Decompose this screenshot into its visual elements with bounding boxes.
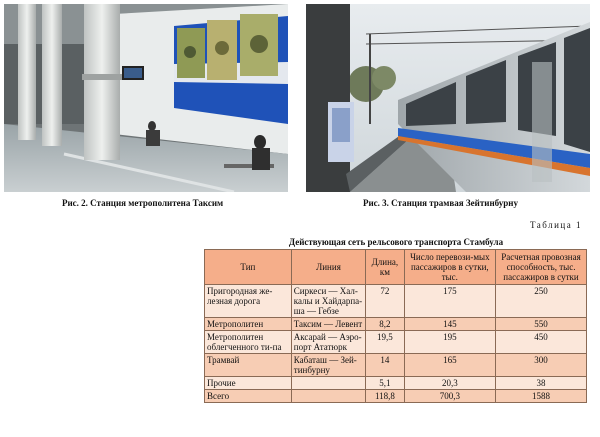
figure-caption-tram: Рис. 3. Станция трамвая Зейтинбурну — [363, 198, 518, 208]
cell-capacity: 38 — [496, 377, 587, 390]
table-row — [205, 377, 587, 390]
header-passengers: Число перевози-мых пассажиров в сутки, тыс. — [404, 250, 495, 285]
cell-type: Прочие — [205, 377, 292, 390]
cell-passengers: 165 — [404, 354, 495, 377]
cell-capacity: 450 — [496, 331, 587, 354]
table-row — [205, 318, 587, 331]
table-row — [205, 285, 587, 318]
cell-capacity: 300 — [496, 354, 587, 377]
header-length: Длина, км — [366, 250, 404, 285]
cell-length: 5,1 — [366, 377, 404, 390]
cell-length: 72 — [366, 285, 404, 318]
table-row — [205, 331, 587, 354]
cell-length: 14 — [366, 354, 404, 377]
cell-line: Таксим — Левент — [291, 318, 365, 331]
cell-line: Сиркеси — Хал-калы и Хайдарпа-ша — Гебзе — [291, 285, 365, 318]
cell-line: Кабаташ — Зей-тинбурну — [291, 354, 365, 377]
cell-passengers: 20,3 — [404, 377, 495, 390]
cell-capacity: 250 — [496, 285, 587, 318]
metro-station-photo — [4, 4, 288, 192]
cell-length: 19,5 — [366, 331, 404, 354]
cell-type: Метрополитен — [205, 318, 292, 331]
cell-type: Всего — [205, 390, 292, 403]
cell-line: Аксарай — Аэро-порт Ататюрк — [291, 331, 365, 354]
rail-network-table — [204, 249, 587, 403]
table-row — [205, 354, 587, 377]
table-number: Таблица 1 — [530, 220, 582, 230]
table-title: Действующая сеть рельсового транспорта Стамбула — [288, 237, 504, 247]
header-type: Тип — [205, 250, 292, 285]
cell-type: Пригородная же-лезная дорога — [205, 285, 292, 318]
figure-caption-metro: Рис. 2. Станция метрополитена Таксим — [62, 198, 224, 208]
cell-passengers: 700,3 — [404, 390, 495, 403]
cell-type: Трамвай — [205, 354, 292, 377]
cell-capacity: 1588 — [496, 390, 587, 403]
table-header-row — [205, 250, 587, 285]
cell-capacity: 550 — [496, 318, 587, 331]
table-row-total — [205, 390, 587, 403]
cell-passengers: 145 — [404, 318, 495, 331]
cell-length: 118,8 — [366, 390, 404, 403]
cell-passengers: 195 — [404, 331, 495, 354]
tram-station-photo — [306, 4, 590, 192]
cell-line — [291, 377, 365, 390]
cell-line — [291, 390, 365, 403]
cell-length: 8,2 — [366, 318, 404, 331]
header-line: Линия — [291, 250, 365, 285]
cell-passengers: 175 — [404, 285, 495, 318]
header-capacity: Расчетная провозная способность, тыс. пассажиров в сутки — [496, 250, 587, 285]
cell-type: Метрополитен облегченного ти-па — [205, 331, 292, 354]
